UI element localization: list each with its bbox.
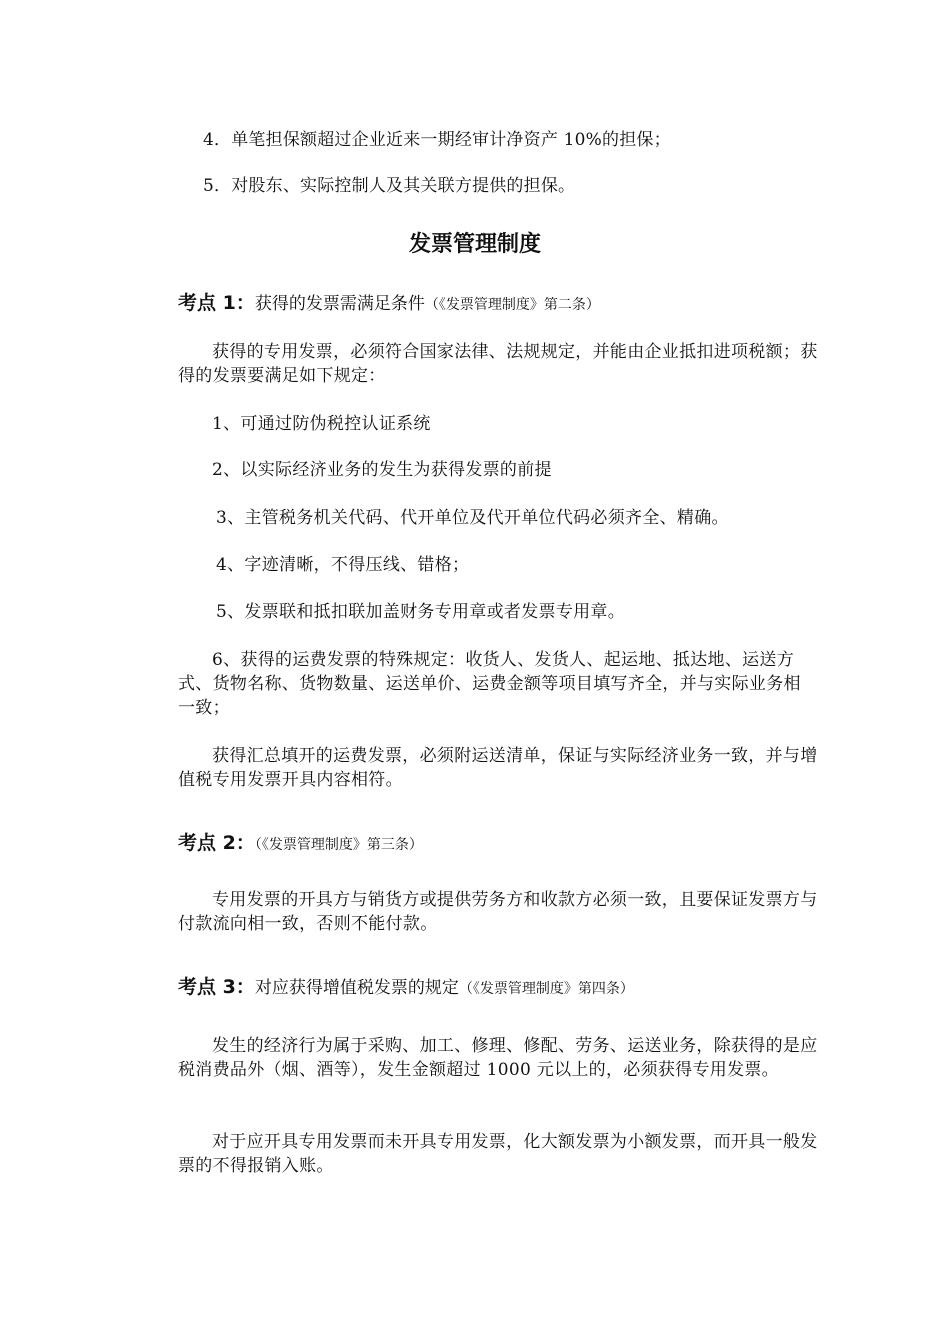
- kaodian-3-label: 考点 3：: [178, 976, 255, 998]
- kaodian-1-item-3: 3、主管税务机关代码、代开单位及代开单位代码必须齐全、精确。: [216, 508, 729, 528]
- kaodian-3-paragraph-2: 对于应开具专用发票而未开具专用发票，化大额发票为小额发票，而开具一般发票的不得报销入账。: [178, 1132, 818, 1176]
- kaodian-1-paragraph-summary: 获得汇总填开的运费发票，必须附运送清单，保证与实际经济业务一致，并与增值税专用发票开具内容相符。: [178, 746, 818, 790]
- intro-item-4: 4．单笔担保额超过企业近来一期经审计净资产 10%的担保；: [203, 130, 671, 150]
- kaodian-1-label: 考点 1：: [178, 292, 255, 314]
- kaodian-1-item-1: 1、可通过防伪税控认证系统: [212, 414, 431, 434]
- kaodian-1-item-6-paragraph: 6、获得的运费发票的特殊规定：收货人、发货人、起运地、抵达地、运送方式、货物名称、货物数量、运送单价、运费金额等项目填写齐全，并与实际业务相一致；: [178, 650, 801, 718]
- intro-item-5: 5．对股东、实际控制人及其关联方提供的担保。: [203, 176, 576, 196]
- kaodian-1-paragraph: 获得的专用发票，必须符合国家法律、法规规定，并能由企业抵扣进项税额；获得的发票要满足如下规定：: [178, 342, 818, 386]
- kaodian-1-item-4: 4、字迹清晰，不得压线、错格；: [216, 555, 470, 575]
- kaodian-3-paragraph-1: 发生的经济行为属于采购、加工、修理、修配、劳务、运送业务，除获得的是应税消费品外（烟、酒等），发生金额超过 1000 元以上的，必须获得专用发票。: [178, 1036, 818, 1080]
- kaodian-3-text: 对应获得增值税发票的规定: [254, 978, 459, 998]
- kaodian-1-item-2: 2、以实际经济业务的发生为获得发票的前提: [212, 460, 552, 480]
- kaodian-3-heading: [178, 974, 634, 1002]
- kaodian-1-item-5: 5、发票联和抵扣联加盖财务专用章或者发票专用章。: [216, 602, 626, 622]
- kaodian-3-ref: （《发票管理制度》第四条）: [458, 981, 634, 997]
- kaodian-2-paragraph: 专用发票的开具方与销货方或提供劳务方和收款方必须一致，且要保证发票方与付款流向相一致，否则不能付款。: [178, 890, 818, 934]
- kaodian-2-ref: （《发票管理制度》第三条）: [254, 837, 423, 853]
- kaodian-1-ref: （《发票管理制度》第二条）: [424, 297, 600, 313]
- section-title: 发票管理制度: [408, 232, 541, 257]
- kaodian-2-heading: [178, 830, 423, 858]
- kaodian-1-text: 获得的发票需满足条件: [254, 294, 425, 314]
- kaodian-1-heading: [178, 290, 600, 318]
- kaodian-2-label: 考点 2：: [178, 832, 255, 854]
